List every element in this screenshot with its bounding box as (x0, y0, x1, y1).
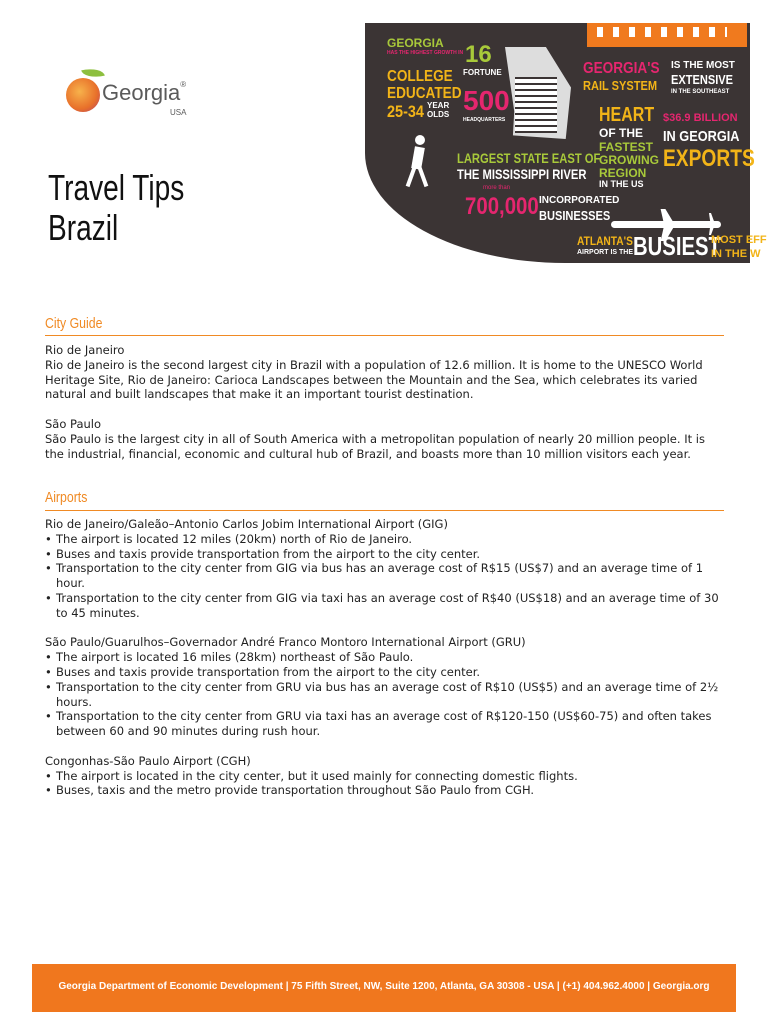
ig-billion: $36.9 BILLION (663, 112, 738, 124)
ig-in-georgia: IN GEORGIA (663, 128, 740, 145)
city-guide-content (45, 343, 725, 461)
ig-mississippi: THE MISSISSIPPI RIVER (457, 166, 587, 182)
city-name: Rio de Janeiro (45, 343, 125, 357)
logo-name: Georgia® (102, 80, 187, 105)
bullet-item: • The airport is located 12 miles (20km) north of Rio de Janeiro. (56, 532, 725, 547)
airports-content (45, 517, 725, 798)
city-name: São Paulo (45, 416, 102, 431)
airport-bullets (45, 532, 725, 621)
ig-extensive: EXTENSIVE (671, 72, 734, 87)
georgia-logo (66, 66, 206, 126)
footer-contact: Georgia Department of Economic Development | 75 Fifth Street, NW, Suite 1200, Atlanta, GA 30308 - USA | (+1) 404.962.4000 | Georgia.org (58, 981, 710, 992)
ig-in-the-southeast: IN THE SOUTHEAST (671, 89, 730, 95)
airport-bullets (45, 769, 725, 799)
ig-georgias: GEORGIA'S (583, 60, 660, 77)
ig-is-the-most: IS THE MOST (671, 60, 735, 71)
page-title (48, 168, 184, 248)
ig-incorporated: INCORPORATED (539, 195, 620, 206)
peach-icon (66, 78, 100, 112)
city-description: São Paulo is the largest city in all of South America with a metropolitan population of nearly 20 million people. It is the industrial, financial, economic and cultural hub of Brazil, and boasts more than 10 million visitors each year. (45, 431, 705, 461)
ig-busiest: BUSIEST (633, 231, 721, 261)
ig-region: REGION (599, 166, 647, 180)
ig-rail-system: RAIL SYSTEM (583, 78, 658, 93)
bullet-item: • Buses, taxis and the metro provide transportation throughout São Paulo from CGH. (56, 783, 725, 798)
ig-educated: EDUCATED (387, 85, 462, 102)
bullet-item: • The airport is located in the city center, but it used mainly for connecting domestic flights. (56, 769, 725, 784)
airports-heading: Airports (45, 489, 88, 506)
title-line-2: Brazil (48, 207, 119, 248)
bullet-item: • Buses and taxis provide transportation from the airport to the city center. (56, 665, 725, 680)
airport-name: Congonhas-São Paulo Airport (CGH) (45, 753, 251, 768)
city-guide-heading: City Guide (45, 315, 103, 332)
ig-exports: EXPORTS (663, 145, 755, 172)
ig-in-the-us: IN THE US (599, 179, 644, 189)
airport-name: Rio de Janeiro/Galeão–Antonio Carlos Jobim International Airport (GIG) (45, 517, 448, 531)
ig-fortune: FORTUNE (463, 68, 502, 77)
ig-five-hundred: 500 (463, 85, 510, 116)
ig-of-the: OF THE (599, 126, 643, 140)
ig-growing: GROWING (599, 153, 659, 167)
bullet-item: • Transportation to the city center from GRU via bus has an average cost of R$10 (US$5) and an average time of 2½ hours. (56, 680, 725, 710)
logo-usa: USA (170, 108, 187, 117)
bullet-item: • Buses and taxis provide transportation from the airport to the city center. (56, 547, 725, 562)
ig-largest-state: LARGEST STATE EAST OF (457, 150, 601, 166)
ig-headquarters: HEADQUARTERS (463, 117, 506, 123)
ig-georgia-label: GEORGIA (387, 36, 444, 50)
airport-bullets (45, 650, 725, 739)
rail-car-windows (597, 27, 727, 37)
ig-heart: HEART (599, 104, 655, 126)
ig-college: COLLEGE (387, 68, 453, 85)
city-description: Rio de Janeiro is the second largest city in Brazil with a population of 12.6 million. It is home to the UNESCO World Heritage Site, Rio de Janeiro: Carioca Landscapes between the Mountain and the Sea, which celebrates its varied natural and built landscapes that make it an important tourist destination. (45, 357, 703, 402)
airports-divider (45, 510, 724, 511)
bullet-item: • Transportation to the city center from GRU via taxi has an average cost of R$120-150 (US$60-75) and often takes between 60 and 90 minutes during rush hour. (56, 709, 725, 739)
skyline-graphic (515, 77, 557, 133)
ig-atlantas: ATLANTA'S (577, 234, 633, 248)
ig-most-eff: MOST EFF (711, 234, 767, 246)
airport-name: São Paulo/Guarulhos–Governador André Franco Montoro International Airport (GRU) (45, 635, 526, 650)
ig-more-than: more than (483, 185, 511, 191)
georgia-infographic (365, 23, 767, 263)
city-guide-divider (45, 335, 724, 336)
bullet-item: • The airport is located 16 miles (28km) northeast of São Paulo. (56, 650, 725, 665)
ig-ages: 25-34 (387, 102, 424, 121)
ig-fastest: FASTEST (599, 140, 654, 154)
footer-bar (32, 964, 736, 1012)
ig-in-the-w: IN THE W (711, 248, 761, 260)
walking-person-icon (409, 135, 429, 187)
ig-airport-is-the: AIRPORT IS THE (577, 249, 634, 256)
ig-year: YEAR (427, 101, 450, 110)
ig-sixteen: 16 (465, 41, 492, 68)
ig-olds: OLDS (427, 110, 450, 119)
ig-highest-growth: HAS THE HIGHEST GROWTH IN (387, 50, 464, 56)
title-line-1: Travel Tips (48, 167, 185, 208)
ig-businesses: BUSINESSES (539, 208, 611, 223)
bullet-item: • Transportation to the city center from GIG via bus has an average cost of R$15 (US$7) and an average time of 1 hour. (56, 561, 725, 591)
bullet-item: • Transportation to the city center from GIG via taxi has an average cost of R$40 (US$18) and an average time of 30 to 45 minutes. (56, 591, 725, 621)
ig-700k: 700,000 (465, 193, 539, 220)
